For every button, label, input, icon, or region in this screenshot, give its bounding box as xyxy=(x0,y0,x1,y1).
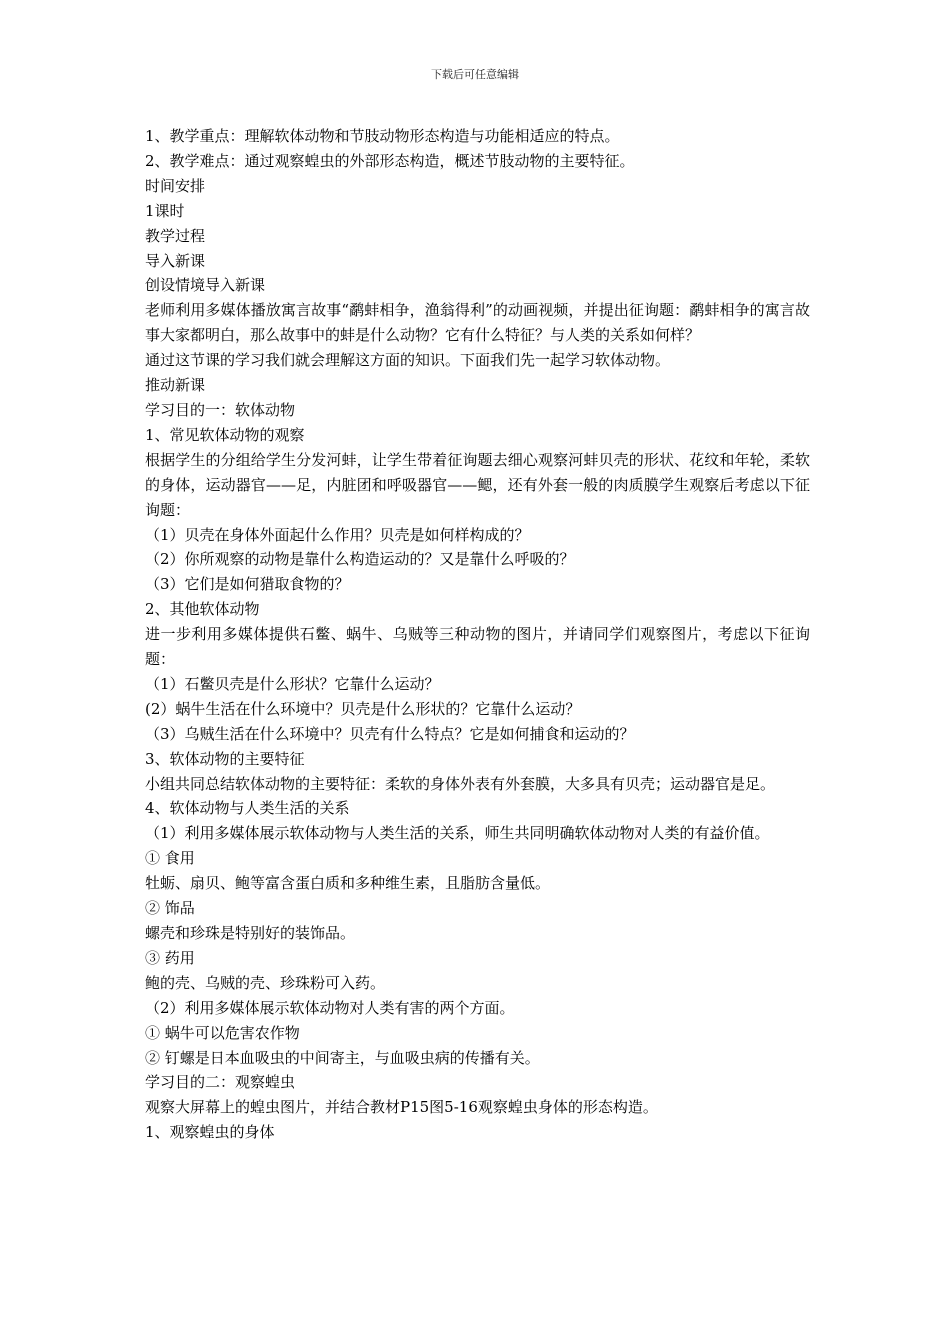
paragraph: 1、常见软体动物的观察 xyxy=(145,425,305,444)
paragraph: 教学过程 xyxy=(145,226,206,245)
paragraph: 学习目的二：观察蝗虫 xyxy=(145,1073,296,1092)
paragraph: 4、软体动物与人类生活的关系 xyxy=(145,799,350,818)
paragraph: 老师利用多媒体播放寓言故事“鹬蚌相争，渔翁得利”的动画视频，并提出征询题：鹬蚌相争的寓言故事大家都明白，那么故事中的蚌是什么动物？它有什么特征？与人类的关系如何样？ xyxy=(145,301,810,345)
paragraph: 牡蛎、扇贝、鲍等富含蛋白质和多种维生素，且脂肪含量低。 xyxy=(145,874,551,893)
paragraph: （3）乌贼生活在什么环境中？贝壳有什么特点？它是如何捕食和运动的？ xyxy=(145,724,635,743)
paragraph: 进一步利用多媒体提供石鳖、蜗牛、乌贼等三种动物的图片，并请同学们观察图片，考虑以下征询题： xyxy=(145,625,810,669)
paragraph: （1）贝壳在身体外面起什么作用？贝壳是如何样构成的？ xyxy=(145,525,530,544)
paragraph: ② 钉螺是日本血吸虫的中间寄主，与血吸虫病的传播有关。 xyxy=(145,1048,540,1067)
paragraph: ③ 药用 xyxy=(145,948,195,967)
paragraph: ② 饰品 xyxy=(145,899,195,918)
paragraph: 螺壳和珍珠是特别好的装饰品。 xyxy=(145,924,356,942)
document-body xyxy=(145,124,810,1145)
paragraph: （2）利用多媒体展示软体动物对人类有害的两个方面。 xyxy=(145,998,515,1017)
paragraph: 时间安排 xyxy=(145,176,206,195)
paragraph: （3）它们是如何猎取食物的？ xyxy=(145,575,350,594)
paragraph: 1、教学重点：理解软体动物和节肢动物形态构造与功能相适应的特点。 xyxy=(145,127,620,145)
paragraph: 学习目的一：软体动物 xyxy=(145,400,296,419)
paragraph: （2）你所观察的动物是靠什么构造运动的？又是靠什么呼吸的？ xyxy=(145,550,575,569)
paragraph: 通过这节课的学习我们就会理解这方面的知识。下面我们先一起学习软体动物。 xyxy=(145,351,671,370)
page-header: 下载后可任意编辑 xyxy=(431,68,519,81)
paragraph: 1课时 xyxy=(145,201,185,220)
paragraph: 2、其他软体动物 xyxy=(145,600,260,619)
paragraph: 2、教学难点：通过观察蝗虫的外部形态构造，概述节肢动物的主要特征。 xyxy=(145,151,635,170)
paragraph: 鲍的壳、乌贼的壳、珍珠粉可入药。 xyxy=(145,973,386,992)
paragraph: 创设情境导入新课 xyxy=(145,276,266,295)
paragraph: 推动新课 xyxy=(145,376,206,395)
paragraph: ① 蜗牛可以危害农作物 xyxy=(145,1023,300,1042)
paragraph: 观察大屏幕上的蝗虫图片，并结合教材P15图5-16观察蝗虫身体的形态构造。 xyxy=(145,1098,658,1117)
paragraph: ① 食用 xyxy=(145,849,195,868)
paragraph: 1、观察蝗虫的身体 xyxy=(145,1123,275,1142)
paragraph: 导入新课 xyxy=(145,251,206,270)
paragraph: (2）蜗牛生活在什么环境中？贝壳是什么形状的？它靠什么运动？ xyxy=(145,699,581,718)
paragraph: 根据学生的分组给学生分发河蚌，让学生带着征询题去细心观察河蚌贝壳的形状、花纹和年轮，柔软的身体，运动器官——足，内脏团和呼吸器官——鳃，还有外套一般的肉质膜学生观察后考虑以下征询题： xyxy=(145,450,810,519)
paragraph: （1）利用多媒体展示软体动物与人类生活的关系，师生共同明确软体动物对人类的有益价值。 xyxy=(145,824,770,843)
paragraph: 3、软体动物的主要特征 xyxy=(145,749,305,768)
paragraph: 小组共同总结软体动物的主要特征：柔软的身体外表有外套膜，大多具有贝壳；运动器官是足。 xyxy=(145,774,776,793)
paragraph: （1）石鳖贝壳是什么形状？它靠什么运动？ xyxy=(145,674,440,693)
